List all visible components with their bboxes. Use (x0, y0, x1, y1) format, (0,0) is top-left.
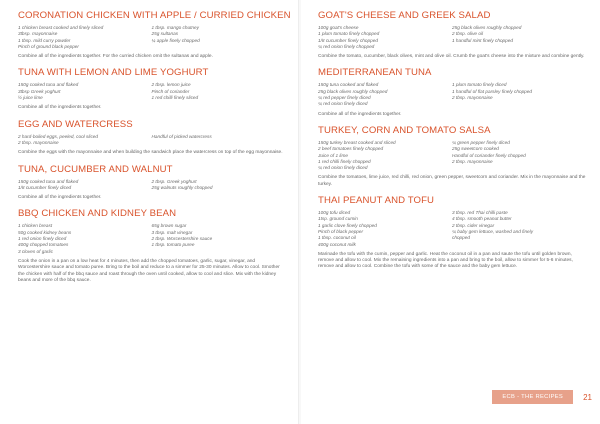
ingredient-item: Handful of coriander finely chopped (452, 152, 526, 158)
ingredient-item: 150g cooked tuna and flaked (18, 82, 79, 88)
ingredient-item: 1/8 cucumber finely diced (18, 184, 72, 190)
ingredient-item: 25g walnuts roughly chopped (151, 184, 213, 190)
ingredient-item: ¼ baby gem lettuce, washed and finely (452, 228, 534, 234)
ingredient-item: 25g black olives roughly chopped (318, 88, 388, 94)
page-footer (492, 390, 592, 404)
ingredient-item: Pinch of coriander (151, 88, 190, 94)
ingredient-item: 2 tbsp. mayonnaise (18, 139, 59, 145)
ingredient-item: 2 tbsp. mayonnaise (452, 158, 493, 164)
ingredient-item: 1 red chilli finely sliced (151, 95, 199, 101)
ingredient-item: 25g sweetcorn cooked (452, 146, 499, 152)
ingredients-column (152, 223, 286, 254)
ingredient-item: 1 handful mint finely chopped (452, 37, 513, 43)
recipe-title: TURKEY, CORN AND TOMATO SALSA (318, 124, 491, 136)
ingredient-item: 25g black olives roughly chopped (452, 25, 522, 30)
ingredient-item: 2 tbsp. Worcestershire sauce (151, 236, 213, 242)
ingredients-column (318, 82, 452, 107)
recipe-block (18, 208, 285, 284)
ingredient-item: Pinch of ground black pepper (18, 43, 79, 49)
recipe-block (18, 119, 285, 157)
ingredients-column (18, 223, 152, 254)
ingredient-item: ¼ red pepper finely diced (318, 95, 371, 101)
recipe-title: EGG AND WATERCRESS (18, 118, 133, 130)
ingredient-item: 1/8 cucumber finely chopped (318, 37, 378, 43)
recipe-title: CORONATION CHICKEN WITH APPLE / CURRIED CHICKEN (18, 10, 291, 21)
ingredient-item: 150g cooked tuna and flaked (18, 178, 79, 184)
ingredients-list (18, 223, 285, 254)
recipe-method: Combine the eggs with the mayonnaise and when building the sandwich place the watercress on top of the egg mayonnaise. (18, 150, 283, 156)
ingredient-item: Handful of picked watercress (151, 133, 212, 139)
ingredient-item: 3 tbsp. malt vinegar (151, 229, 193, 235)
ingredient-item: 3tbsp. mayonnaise (18, 31, 58, 37)
ingredient-item: 3 cloves of garlic (18, 248, 53, 254)
ingredient-item: 2 hard-boiled eggs, peeled, cool sliced (18, 133, 99, 139)
ingredients-column (152, 25, 286, 50)
recipe-title: TUNA WITH LEMON AND LIME YOGHURT (18, 67, 209, 79)
recipe-method: Combine the tomato, cucumber, black olives, mint and olive oil. Crumb the goat's cheese into the mixture and combine gently. (318, 54, 585, 60)
recipe-method: Combine the tomatoes, lime juice, red chilli, red onion, green pepper, sweetcorn and coriander. Mix in the mayonnaise and the turkey. (318, 175, 586, 187)
right-recipes (318, 10, 586, 278)
ingredients-column (152, 179, 286, 192)
ingredients-column (18, 179, 152, 192)
recipe-block (18, 67, 285, 111)
ingredient-item: ½ juice lime (18, 95, 43, 101)
ingredients-column (318, 210, 452, 248)
ingredients-column (452, 25, 586, 50)
ingredient-item: 100g goat's cheese (318, 25, 359, 30)
ingredients-list (18, 25, 285, 50)
ingredients-list (18, 179, 285, 192)
ingredient-item: 400g coconut milk (318, 241, 356, 247)
ingredients-column (152, 134, 286, 147)
ingredient-item: 2 tbsp. lemon juice (151, 82, 191, 88)
recipe-method: Combine all of the ingredients together. (318, 111, 402, 117)
ingredient-item: 100g tofu diced (318, 210, 351, 216)
ingredient-item: ¼ red onion finely diced (318, 101, 368, 107)
ingredient-item: ¼ apple finely chopped (151, 37, 200, 43)
ingredients-column (318, 140, 452, 171)
left-page (0, 0, 299, 424)
recipe-title: GOAT'S CHEESE AND GREEK SALAD (318, 10, 491, 21)
ingredient-item: 1 tbsp. tomato puree (151, 242, 195, 248)
ingredient-item: Pinch of black pepper (318, 228, 364, 234)
ingredient-item: 1 tbsp. coconut oil (318, 235, 356, 241)
ingredient-item: 1 red onion finely diced (18, 236, 67, 242)
ingredient-item: 2 beef tomatoes finely chopped (318, 146, 384, 152)
ingredient-item: 4 tbsp. smooth peanut butter (452, 216, 512, 222)
recipe-block (318, 195, 586, 271)
ingredient-item: 65g brown sugar (151, 223, 187, 229)
recipe-title: BBQ CHICKEN AND KIDNEY BEAN (18, 208, 177, 220)
recipe-block (318, 125, 586, 188)
ingredient-item: 400g chopped tomatoes (18, 242, 69, 248)
footer-label: ECB - THE RECIPES (492, 390, 573, 404)
ingredient-item: ¼ red onion finely chopped (318, 43, 375, 49)
recipe-method: Combine all of the ingredients together. (18, 105, 102, 111)
ingredient-item: 150g turkey breast cooked and sliced (318, 139, 396, 145)
ingredient-item: 1 plum tomato finely chopped (318, 31, 380, 37)
recipe-title: MEDITERRANEAN TUNA (318, 67, 432, 79)
ingredients-list (318, 140, 586, 171)
ingredients-column (452, 82, 586, 107)
ingredient-item: 2 tbsp. cider vinegar (452, 222, 495, 228)
ingredient-item: ¼ green pepper finely diced (452, 139, 510, 145)
ingredient-item: 50g cooked kidney beans (18, 229, 72, 235)
ingredient-item: 1 handful of flat parsley finely chopped (452, 88, 533, 94)
recipe-method: Cook the onion in a pan on a low heat for 4 minutes, then add the chopped tomatoes, garlic, sugar, vinegar, and Worcestershire sauce and tomato puree. Bring to the boil and reduce to a simmer for 25-30 minutes. Allow to cool. Smother the chicken with half of the bbq sauce and roast through the oven until cooked, allow to cool and slice. Mix with the kidney beans and more of the bbq sauce. (18, 258, 280, 283)
ingredient-item: 3 tbsp. red Thai chilli paste (452, 210, 508, 216)
ingredients-column (18, 134, 152, 147)
ingredient-item: 1 plum tomato finely diced (452, 82, 507, 88)
ingredient-item: 1 garlic clove finely chopped (318, 222, 377, 228)
recipe-method: Marinade the tofu with the cumin, pepper and garlic. Heat the coconut oil in a pan and saute the tofu until golden brown, remove and allow to cool. Mix the remaining ingredients into a pan and bring to the boil, allow to simmer for 5-6 minutes, remove and allow to cool. Combine the tofu with some of the sauce and the baby gem lettuce. (318, 251, 573, 270)
ingredient-item: ¼ red onion finely diced (318, 165, 368, 171)
recipe-block (318, 67, 586, 117)
recipe-method: Combine all of the ingredients together. (18, 195, 102, 201)
ingredient-item: 3tbsp Greek yoghurt (18, 88, 61, 94)
recipe-block (18, 164, 285, 202)
recipe-block (318, 10, 586, 60)
right-page (301, 0, 600, 424)
ingredients-column (318, 25, 452, 50)
ingredient-item: 150g tuna cooked and flaked (318, 82, 379, 88)
recipe-block (18, 10, 291, 60)
ingredients-column (452, 140, 586, 171)
recipe-title: THAI PEANUT AND TOFU (318, 195, 435, 207)
left-recipes (18, 10, 291, 291)
ingredients-list (18, 82, 285, 101)
ingredients-list (18, 134, 285, 147)
ingredient-item: 2 tbsp. mayonnaise (452, 95, 493, 101)
ingredient-item: 1tsp. ground cumin (318, 216, 358, 222)
ingredient-item: 1 tbsp. mango chutney (151, 25, 199, 30)
ingredient-item: 25g sultanas (151, 31, 179, 37)
ingredients-column (152, 82, 286, 101)
ingredient-item: 2 tbsp. Greek yoghurt (151, 178, 197, 184)
ingredient-item: Juice of 1 lime (318, 152, 348, 158)
ingredient-item: chopped (452, 235, 470, 241)
ingredients-column (452, 210, 586, 248)
ingredient-item: 1 tbsp. mild curry powder (18, 37, 71, 43)
ingredients-column (18, 25, 152, 50)
ingredient-item: 1 red chilli finely chopped (318, 158, 371, 164)
page-number: 21 (583, 392, 592, 402)
ingredient-item: 2 tbsp. olive oil (452, 31, 484, 37)
recipe-title: TUNA, CUCUMBER AND WALNUT (18, 163, 173, 175)
ingredients-list (318, 82, 586, 107)
ingredient-item: 1 chicken breast (18, 223, 53, 229)
recipe-method: Combine all of the ingredients together. For the curried chicken omit the sultanas and apple. (18, 54, 213, 60)
ingredients-list (318, 25, 586, 50)
ingredients-list (318, 210, 586, 248)
ingredient-item: 1 chicken breast cooked and finely sliced (18, 25, 104, 30)
ingredients-column (18, 82, 152, 101)
